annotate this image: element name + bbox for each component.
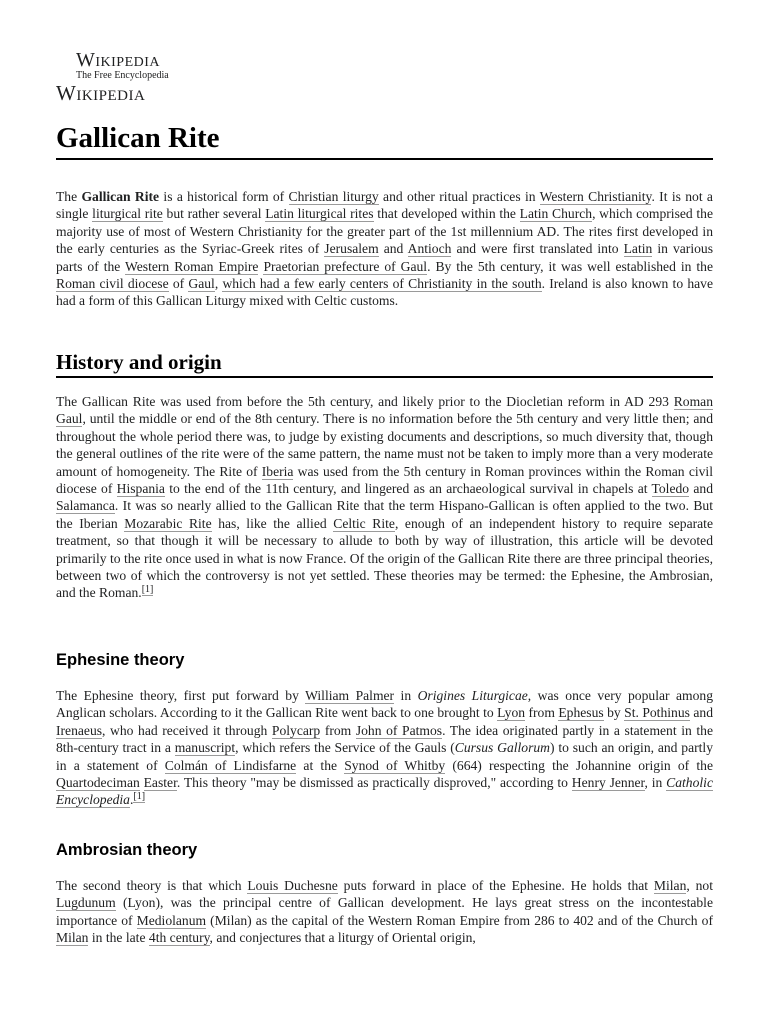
link-early-centers[interactable]: which had a few early centers of Christianity in the south [222,276,542,292]
history-paragraph: The Gallican Rite was used from before the 5th century, and likely prior to the Diocletian reform in AD 293 Roman Gaul, until the middle or end of the 8th century. There is no information before the 5th century and very little then; and throughout the whole period there was, to judge by existing documents and descriptions, so much diversity that, though the general outlines of the rite were of the same pattern, the name must not be taken to imply more than a very moderate amount of homogeneity. The Rite of Iberia was used from the 5th century in Roman provinces within the Roman civil diocese of Hispania to the end of the 11th century, and lingered as an archaeological survival in chapels at Toledo and Salamanca. It was so nearly allied to the Gallican Rite that the term Hispano-Gallican is often applied to the two. But the Iberian Mozarabic Rite has, like the allied Celtic Rite, enough of an independent history to require separate treatment, so that though it will be necessary to allude to both by way of illustration, this article will be devoted primarily to the rite once used in what is now France. Of the origin of the Gallican Rite there are three principal theories, between two of which the controversy is not yet settled. These theories may be termed: the Ephesine, the Ambrosian, and the Roman.[1] [56,394,713,601]
link-easter[interactable]: Easter [143,775,177,791]
bold-term: Gallican Rite [81,189,160,204]
link-antioch[interactable]: Antioch [407,241,452,257]
link-john-of-patmos[interactable]: John of Patmos [355,722,443,738]
ephesine-paragraph: The Ephesine theory, first put forward by William Palmer in Origines Liturgicae, was once very popular among Anglican scholars. According to it the Gallican Rite went back to one brought to Lyon from Ephesus by St. Pothinus and Irenaeus, who had received it through Polycarp from John of Patmos. The idea originated partly in a statement in the 8th-century tract in a manuscript, which refers the Service of the Gauls (Cursus Gallorum) to such an origin, and partly in a statement of Colmán of Lindisfarne at the Synod of Whitby (664) respecting the Johannine origin of the Quartodeciman Easter. This theory "may be dismissed as practically disproved," according to Henry Jenner, in Catholic Encyclopedia.[1] [56,688,714,808]
ambrosian-paragraph: The second theory is that which Louis Duchesne puts forward in place of the Ephesine. He holds that Milan, not Lugdunum (Lyon), was the principal centre of Gallican development. He lays great stress on the incontestable importance of Mediolanum (Milan) as the capital of the Western Roman Empire from 286 to 402 and of the Church of Milan in the late 4th century, and conjectures that a liturgy of Oriental origin, [56,878,714,946]
link-irenaeus[interactable]: Irenaeus [56,722,103,738]
wikipedia-logo[interactable] [56,50,196,104]
link-western-christianity[interactable]: Western Christianity [539,189,652,204]
heading-ephesine: Ephesine theory [56,651,185,669]
link-colman[interactable]: Colmán of Lindisfarne [164,757,297,773]
link-gaul[interactable]: Gaul [188,276,215,292]
link-mozarabic-rite[interactable]: Mozarabic Rite [124,515,212,531]
link-latin[interactable]: Latin [623,241,653,257]
citation-link[interactable]: [1] [133,790,146,802]
link-4th-century[interactable]: 4th century [148,930,210,946]
link-synod-of-whitby[interactable]: Synod of Whitby [344,757,446,773]
link-celtic-rite[interactable]: Celtic Rite [333,515,395,531]
link-hispania[interactable]: Hispania [116,481,165,497]
link-latin-liturgical-rites[interactable]: Latin liturgical rites [265,206,374,222]
link-praetorian-prefecture[interactable]: Praetorian prefecture of Gaul [263,258,428,274]
link-iberia[interactable]: Iberia [261,463,294,479]
link-christian-liturgy[interactable]: Christian liturgy [288,189,379,204]
link-quartodeciman[interactable]: Quartodeciman [56,775,140,791]
link-manuscript[interactable]: manuscript [174,740,236,756]
citation-link[interactable]: [1] [141,583,154,595]
link-roman-gaul[interactable]: Roman Gaul [56,394,713,427]
link-milan[interactable]: Milan [653,878,687,893]
link-henry-jenner[interactable]: Henry Jenner [571,775,645,791]
link-lyon[interactable]: Lyon [497,705,526,721]
heading-history: History and origin [56,348,713,378]
link-st-pothinus[interactable]: St. Pothinus [624,705,690,721]
link-jerusalem[interactable]: Jerusalem [324,241,379,257]
heading-ambrosian: Ambrosian theory [56,841,198,859]
link-louis-duchesne[interactable]: Louis Duchesne [247,878,338,893]
link-milan[interactable]: Milan [56,930,89,946]
link-lugdunum[interactable]: Lugdunum [56,895,116,911]
link-mediolanum[interactable]: Mediolanum [136,912,207,928]
link-ephesus[interactable]: Ephesus [558,705,604,721]
link-toledo[interactable]: Toledo [651,481,690,497]
logo-wordmark-secondary: Wikipedia [56,81,146,105]
logo-wordmark: Wikipedia [76,49,161,71]
page-title: Gallican Rite [56,120,713,160]
link-western-roman-empire[interactable]: Western Roman Empire [125,258,259,274]
link-latin-church[interactable]: Latin Church [519,206,593,222]
link-liturgical-rite[interactable]: liturgical rite [92,206,163,222]
intro-paragraph: The Gallican Rite is a historical form of Christian liturgy and other ritual practices in Western Christianity. It is not a single liturgical rite but rather several Latin liturgical rites that developed within the Latin Church, which comprised the majority use of most of Western Christianity for the greater part of the 1st millennium AD. The rites first developed in the early centuries as the Syriac-Greek rites of Jerusalem and Antioch and were first translated into Latin in various parts of the Western Roman Empire Praetorian prefecture of Gaul. By the 5th century, it was well established in the Roman civil diocese of Gaul, which had a few early centers of Christianity in the south. Ireland is also known to have had a form of this Gallican Liturgy mixed with Celtic customs. [56,189,714,309]
link-salamanca[interactable]: Salamanca [56,498,115,514]
link-catholic-encyclopedia[interactable]: Catholic Encyclopedia [56,775,713,808]
logo-tagline: The Free Encyclopedia [76,70,169,81]
link-roman-civil-diocese[interactable]: Roman civil diocese [56,276,169,292]
link-william-palmer[interactable]: William Palmer [305,688,395,703]
link-polycarp[interactable]: Polycarp [271,722,321,738]
